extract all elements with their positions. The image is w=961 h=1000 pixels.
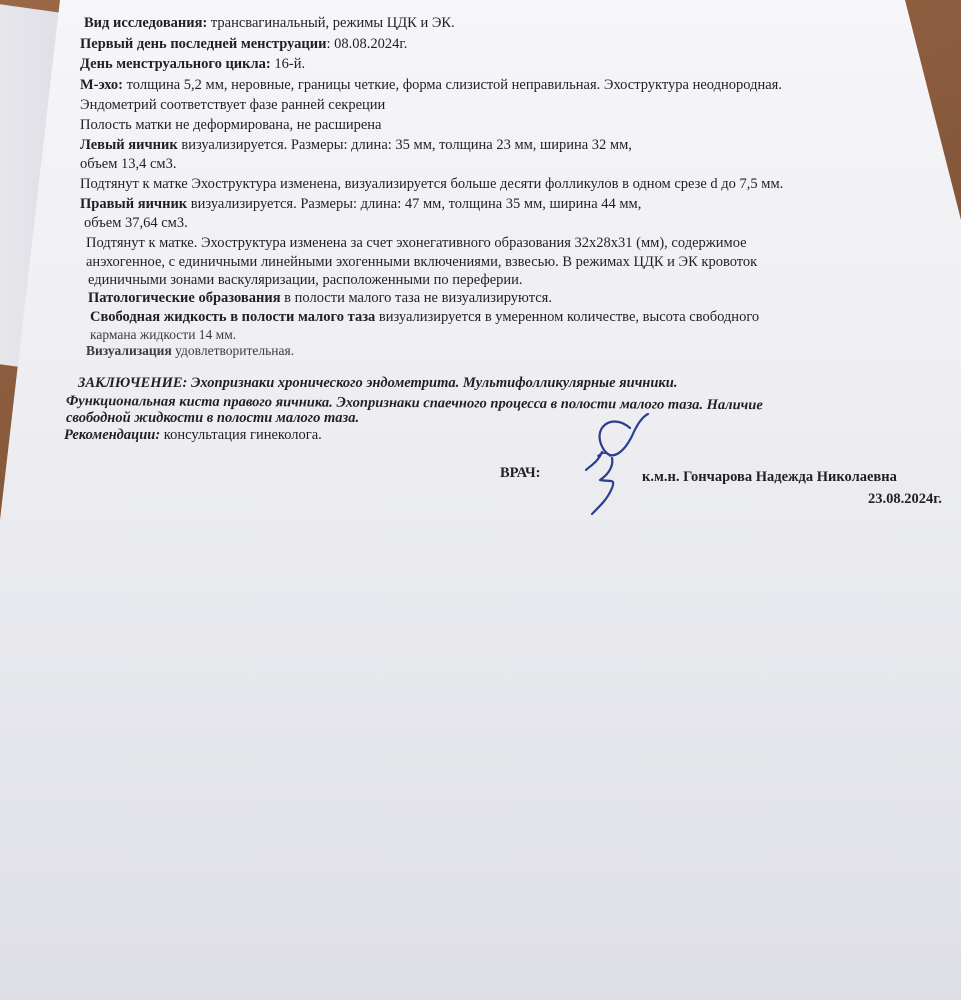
pathology-value: в полости малого таза не визуализируются.	[280, 290, 552, 306]
mecho-line	[80, 78, 782, 93]
exam-type-line	[84, 16, 455, 31]
lmp-line	[80, 37, 407, 52]
cycle-day-label: День менструального цикла:	[80, 56, 271, 72]
mecho-value: толщина 5,2 мм, неровные, границы четкие, форма слизистой неправильная. Эхоструктура неоднородная.	[123, 77, 782, 93]
free-fluid-label: Свободная жидкость в полости малого таза	[90, 309, 376, 325]
mecho-label: М-эхо:	[80, 77, 123, 93]
right-ovary-volume: объем 37,64 см3.	[84, 215, 188, 231]
visualization-line	[86, 344, 294, 358]
visualization-label: Визуализация	[86, 343, 172, 358]
left-ovary-volume: объем 13,4 см3.	[80, 156, 177, 172]
left-ovary-description: Подтянут к матке Эхоструктура изменена, визуализируется больше десяти фолликулов в одном срезе d до 7,5 мм.	[80, 176, 784, 192]
recommendations-line	[64, 428, 322, 443]
uterus-cavity-line: Полость матки не деформирована, не расширена	[80, 117, 382, 133]
free-fluid-line-2: кармана жидкости 14 мм.	[90, 327, 237, 342]
right-ovary-description-1: Подтянут к матке. Эхоструктура изменена за счет эхонегативного образования 32х28х31 (мм), содержимое	[86, 235, 747, 251]
mecho-line-2: Эндометрий соответствует фазе ранней секреции	[80, 97, 386, 113]
right-ovary-value: визуализируется. Размеры: длина: 47 мм, толщина 35 мм, ширина 44 мм,	[187, 196, 642, 212]
conclusion-line-3: свободной жидкости в полости малого таза.	[66, 410, 360, 426]
lmp-value: : 08.08.2024г.	[326, 36, 408, 52]
right-ovary-description-2: анэхогенное, с единичными линейными эхогенными включениями, взвесью. В режимах ЦДК и ЭК кровоток	[86, 254, 758, 270]
doctor-signature-icon	[572, 408, 662, 523]
cycle-day-value: 16-й.	[270, 56, 306, 72]
right-ovary-label: Правый яичник	[80, 196, 188, 212]
exam-type-value: трансвагинальный, режимы ЦДК и ЭК.	[207, 15, 455, 31]
left-ovary-line	[80, 138, 632, 153]
right-ovary-description-3: единичными зонами васкуляризации, расположенными по переферии.	[88, 272, 523, 288]
recommendations-label: Рекомендации:	[64, 427, 161, 443]
report-date: 23.08.2024г.	[868, 491, 942, 507]
conclusion-line-2: Функциональная киста правого яичника. Эхопризнаки спаечного процесса в полости малого таза. Наличие	[65, 393, 763, 414]
pathology-line	[88, 291, 552, 306]
conclusion-line-1: ЗАКЛЮЧЕНИЕ: Эхопризнаки хронического эндометрита. Мультифолликулярные яичники.	[78, 375, 678, 391]
exam-type-label: Вид исследования:	[84, 15, 208, 31]
left-ovary-value: визуализируется. Размеры: длина: 35 мм, толщина 23 мм, ширина 32 мм,	[177, 137, 632, 153]
visualization-value: удовлетворительная.	[171, 343, 295, 358]
lmp-label: Первый день последней менструации	[80, 36, 327, 52]
doctor-name: к.м.н. Гончарова Надежда Николаевна	[642, 469, 897, 485]
free-fluid-line	[90, 310, 759, 325]
doctor-label: ВРАЧ:	[500, 465, 541, 481]
pathology-label: Патологические образования	[88, 290, 281, 306]
free-fluid-value: визуализируется в умеренном количестве, высота свободного	[375, 309, 760, 325]
left-ovary-label: Левый яичник	[80, 137, 178, 153]
cycle-day-line	[80, 57, 305, 72]
right-ovary-line	[80, 197, 641, 212]
recommendations-value: консультация гинеколога.	[160, 427, 322, 443]
